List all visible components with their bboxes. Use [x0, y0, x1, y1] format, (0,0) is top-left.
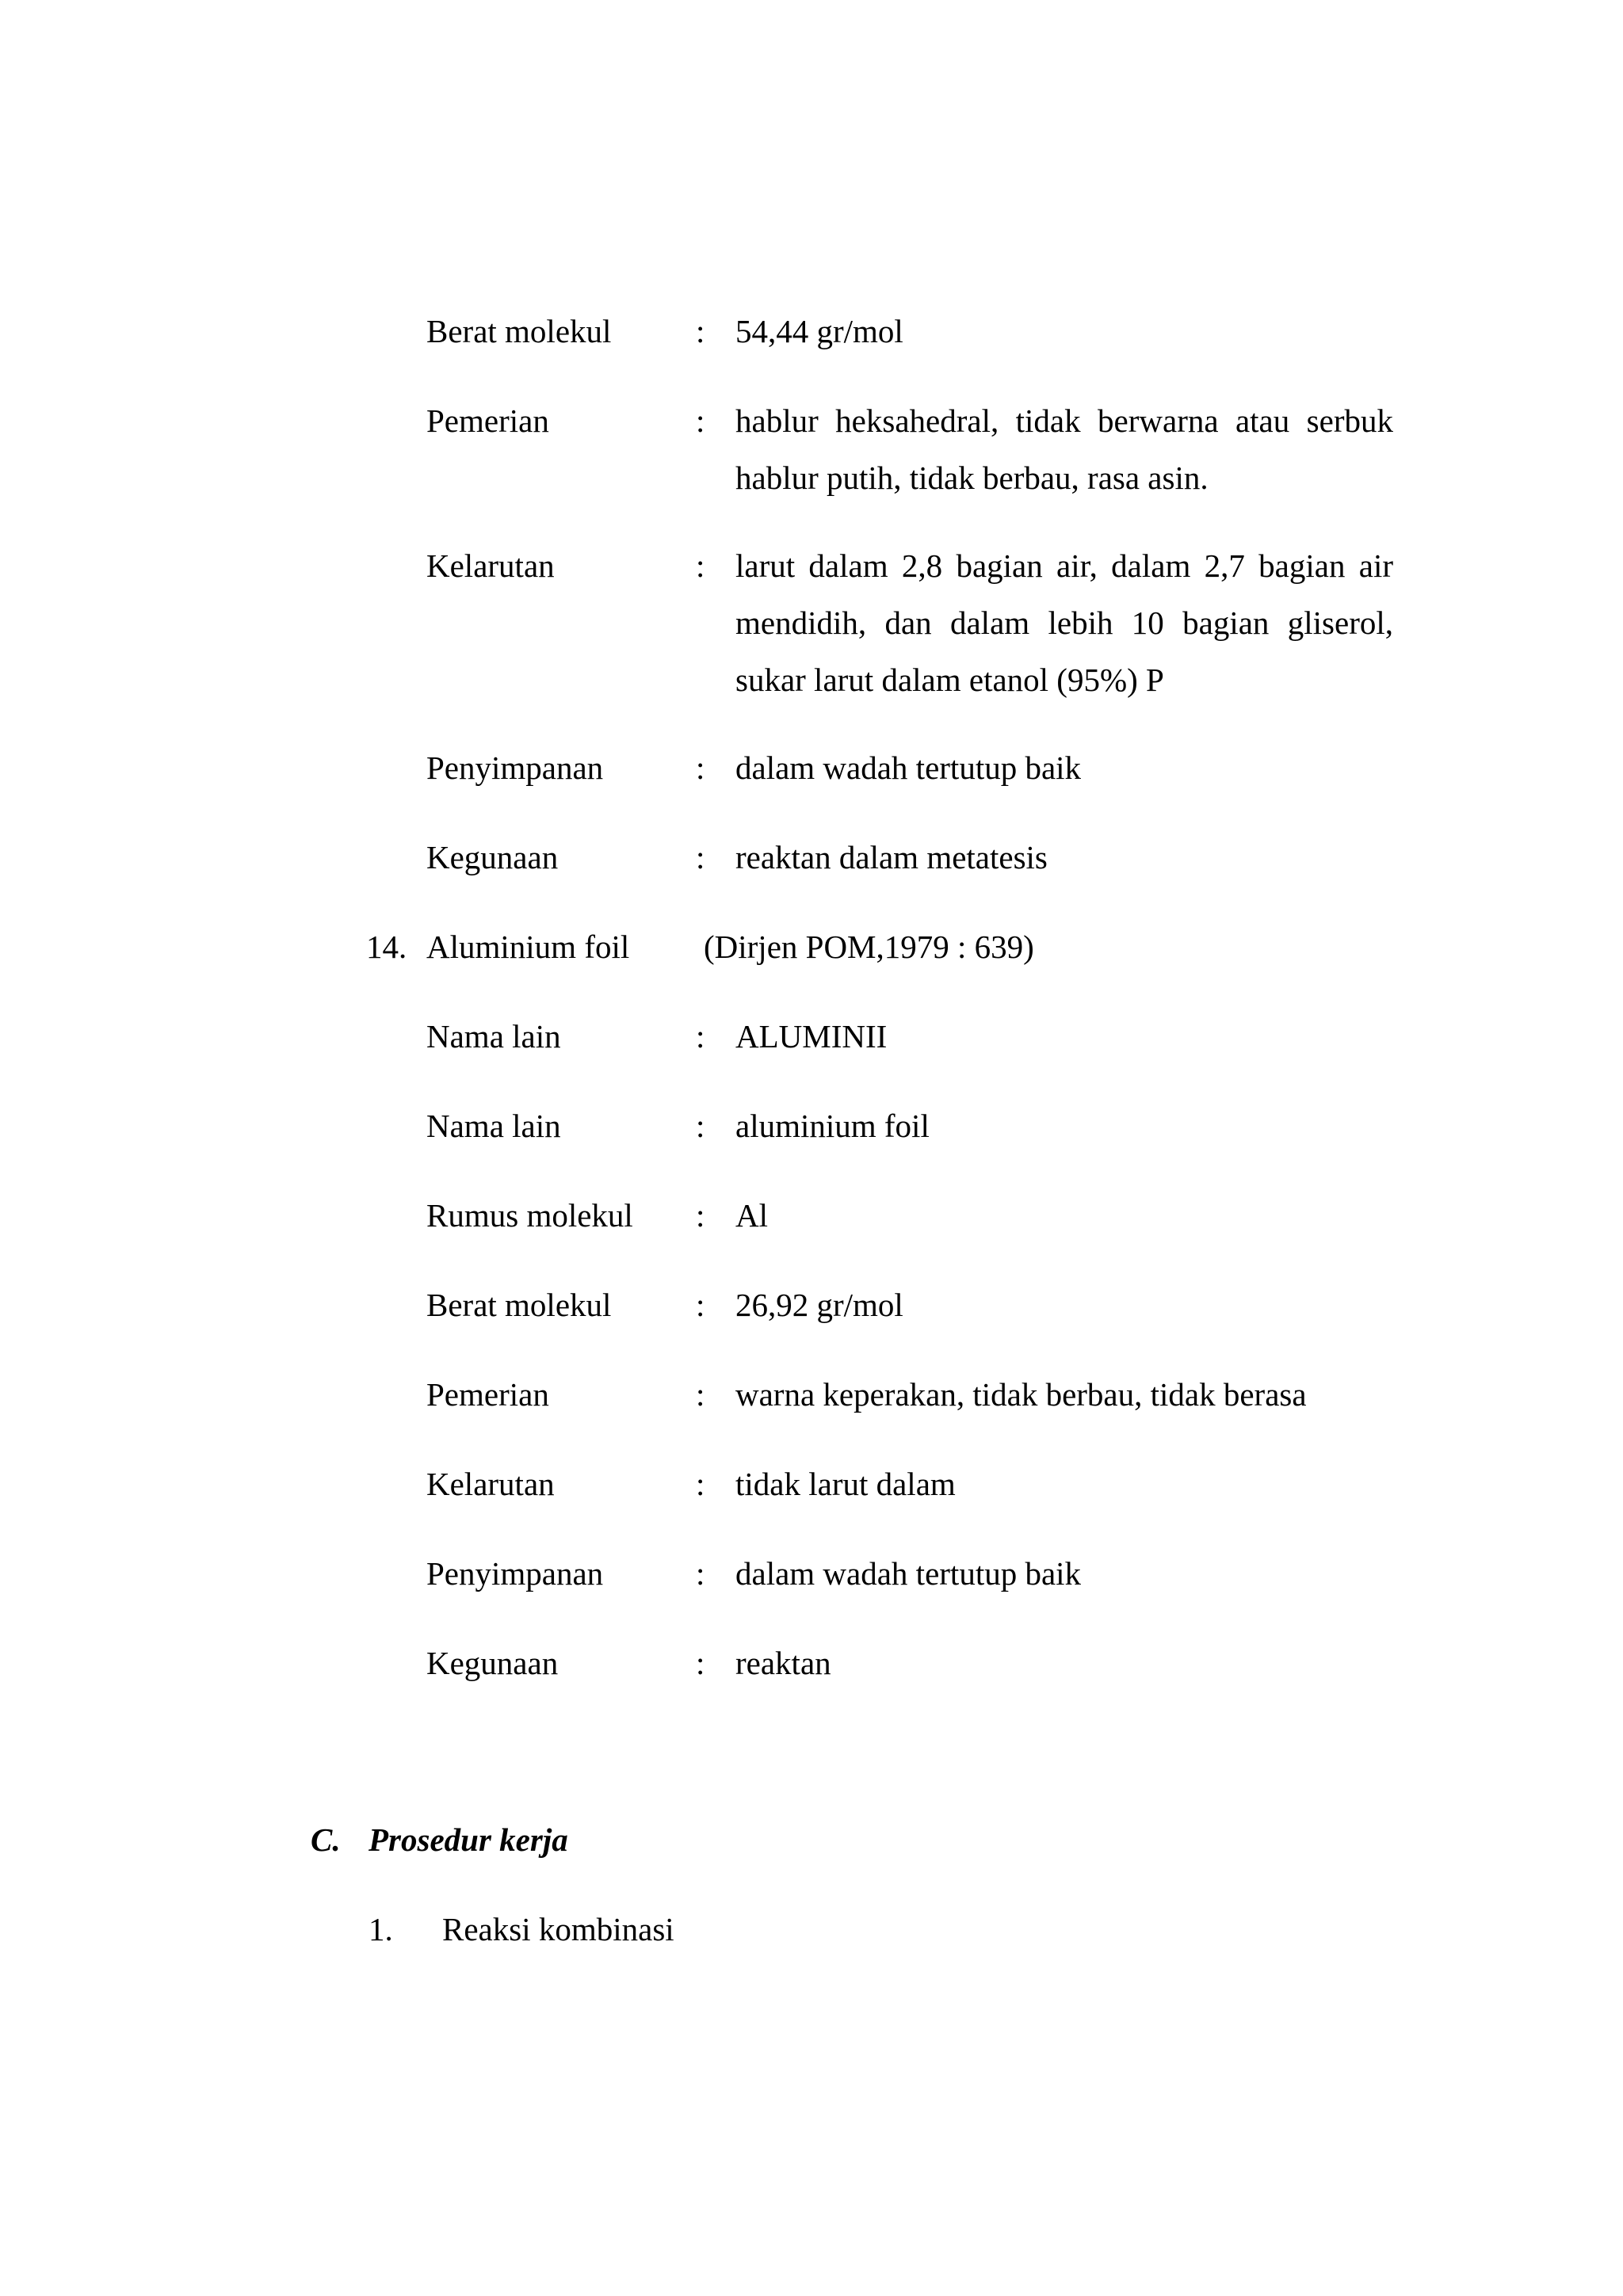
section-title: Prosedur kerja [369, 1821, 568, 1858]
property-value: dalam wadah tertutup baik [735, 1555, 1082, 1592]
property-label: Nama lain [426, 1108, 561, 1144]
property-colon: : [696, 839, 705, 875]
property-value: warna keperakan, tidak berbau, tidak berasa [735, 1376, 1307, 1413]
property-colon: : [696, 1287, 705, 1323]
property-value: Al [735, 1197, 768, 1234]
step-title: Reaksi kombinasi [442, 1911, 674, 1947]
property-label: Penyimpanan [426, 1555, 604, 1592]
property-value: dalam wadah tertutup baik [735, 749, 1082, 786]
property-value: larut dalam 2,8 bagian air, dalam 2,7 bagian air mendidih, dan dalam lebih 10 bagian gliserol, sukar larut dalam etanol (95%) P [735, 547, 1393, 698]
property-colon: : [696, 749, 705, 786]
property-label: Kegunaan [426, 839, 559, 875]
property-colon: : [696, 1645, 705, 1681]
property-value: reaktan dalam metatesis [735, 839, 1048, 875]
item-reference: (Dirjen POM,1979 : 639) [704, 929, 1034, 965]
property-label: Kegunaan [426, 1645, 559, 1681]
section-letter: C. [311, 1821, 341, 1858]
item-name: Aluminium foil [426, 929, 630, 965]
property-colon: : [696, 402, 705, 439]
property-value: ALUMINII [735, 1018, 888, 1055]
property-label: Nama lain [426, 1018, 561, 1055]
property-value: reaktan [735, 1645, 831, 1681]
property-value: hablur heksahedral, tidak berwarna atau serbuk hablur putih, tidak berbau, rasa asin. [735, 402, 1393, 496]
property-label: Berat molekul [426, 313, 612, 349]
property-colon: : [696, 547, 705, 584]
property-value: tidak larut dalam [735, 1466, 956, 1502]
property-value: aluminium foil [735, 1108, 930, 1144]
property-label: Pemerian [426, 402, 549, 439]
property-colon: : [696, 1197, 705, 1234]
property-label: Pemerian [426, 1376, 549, 1413]
property-colon: : [696, 1108, 705, 1144]
property-colon: : [696, 313, 705, 349]
property-label: Penyimpanan [426, 749, 604, 786]
step-number: 1. [369, 1911, 393, 1947]
property-colon: : [696, 1376, 705, 1413]
property-label: Kelarutan [426, 1466, 555, 1502]
property-label: Berat molekul [426, 1287, 612, 1323]
item-number: 14. [366, 929, 407, 965]
property-colon: : [696, 1018, 705, 1055]
property-value: 54,44 gr/mol [735, 313, 903, 349]
property-colon: : [696, 1555, 705, 1592]
property-value: 26,92 gr/mol [735, 1287, 903, 1323]
property-label: Kelarutan [426, 547, 555, 584]
property-colon: : [696, 1466, 705, 1502]
property-label: Rumus molekul [426, 1197, 633, 1234]
